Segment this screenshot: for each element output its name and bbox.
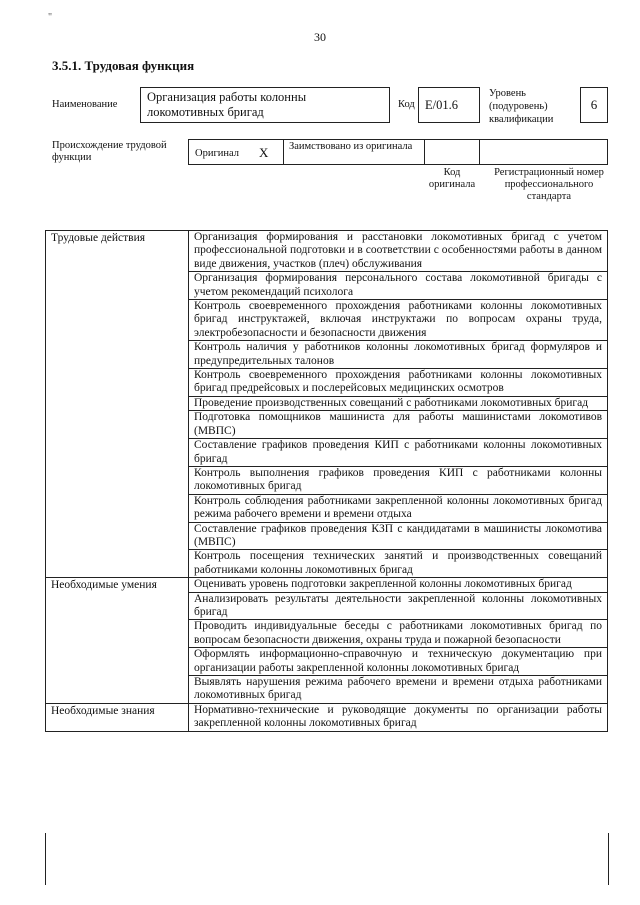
section-item: Составление графиков проведения КИП с работниками колонны локомотивных бригад <box>189 439 608 467</box>
code-value: E/01.6 <box>425 97 458 112</box>
section-item: Контроль соблюдения работниками закрепленной колонны локомотивных бригад режима рабочего времени и времени отдыха <box>189 494 608 522</box>
table-row <box>46 578 608 592</box>
code-value-box <box>418 87 480 123</box>
section-item: Проведение производственных совещаний с работниками локомотивных бригад <box>189 396 608 410</box>
table-right-border <box>608 833 609 885</box>
name-value-box <box>140 87 390 123</box>
section-item: Анализировать результаты деятельности закрепленной колонны локомотивных бригад <box>189 592 608 620</box>
section-item: Контроль своевременного прохождения работниками колонны локомотивных бригад предрейсовых и послерейсовых медицинских осмотров <box>189 369 608 397</box>
borrowed-label: Заимствовано из оригинала <box>289 141 413 152</box>
table-row <box>46 703 608 731</box>
table-row <box>46 231 608 272</box>
section-item: Контроль выполнения графиков проведения КИП с работниками колонны локомотивных бригад <box>189 466 608 494</box>
section-title: 3.5.1. Трудовая функция <box>52 58 195 73</box>
reg-caption: Регистрационный номер профессионального стандарта <box>494 167 604 202</box>
section-title-cell: Трудовые действия <box>46 231 189 578</box>
section-item: Оценивать уровень подготовки закрепленной колонны локомотивных бригад <box>189 578 608 592</box>
section-item: Организация формирования персонального состава локомотивной бригады с учетом рекомендаций психолога <box>189 272 608 300</box>
corner-mark: " <box>48 12 53 23</box>
origin-row <box>188 139 608 165</box>
table-left-border <box>45 833 46 885</box>
level-value-box <box>580 87 608 123</box>
section-item: Подготовка помощников машиниста для работы машинистами локомотивов (МВПС) <box>189 411 608 439</box>
original-code-cell <box>424 139 480 165</box>
section-item: Нормативно-технические и руководящие документы по организации работы закрепленной колонны локомотивных бригад <box>189 703 608 731</box>
section-item: Выявлять нарушения режима рабочего времени и времени отдыха работниками локомотивных бригад <box>189 676 608 704</box>
section-item: Оформлять информационно-справочную и техническую документацию при организации работы закрепленной колонны локомотивных бригад <box>189 648 608 676</box>
section-title-cell: Необходимые умения <box>46 578 189 704</box>
section-item: Контроль посещения технических занятий и производственных совещаний работниками колонны локомотивных бригад <box>189 550 608 578</box>
original-label: Оригинал <box>195 148 239 159</box>
section-item: Контроль своевременного прохождения работниками колонны локомотивных бригад инструктажей, включая инструктажи по вопросам охраны труда, электробезопасности и безопасности движения <box>189 300 608 341</box>
section-item: Контроль наличия у работников колонны локомотивных бригад формуляров и предупредительных талонов <box>189 341 608 369</box>
section-item: Проводить индивидуальные беседы с работниками локомотивных бригад по вопросам безопасности движения, охраны труда и пожарной безопасности <box>189 620 608 648</box>
function-table <box>45 230 608 732</box>
section-title-cell: Необходимые знания <box>46 703 189 731</box>
page-number: 30 <box>314 30 326 44</box>
section-item: Составление графиков проведения КЗП с кандидатами в машинисты локомотива (МВПС) <box>189 522 608 550</box>
reg-number-cell <box>479 139 608 165</box>
level-label: Уровень (подуровень) квалификации <box>489 88 554 125</box>
level-value: 6 <box>590 97 598 112</box>
name-label: Наименование <box>52 99 118 110</box>
code-caption: Код оригинала <box>428 167 476 190</box>
name-value: Организация работы колонны локомотивных бригад <box>147 90 307 119</box>
origin-label: Происхождение трудовой функции <box>52 140 167 163</box>
borrowed-cell <box>283 139 425 165</box>
original-mark: X <box>259 145 269 160</box>
original-cell <box>188 139 284 165</box>
section-item: Организация формирования и расстановки локомотивных бригад с учетом профессиональной подготовки и в соответствии с особенностями работы в данном виде движения, участков (плеч) обслуживания <box>189 231 608 272</box>
code-label: Код <box>398 99 415 110</box>
